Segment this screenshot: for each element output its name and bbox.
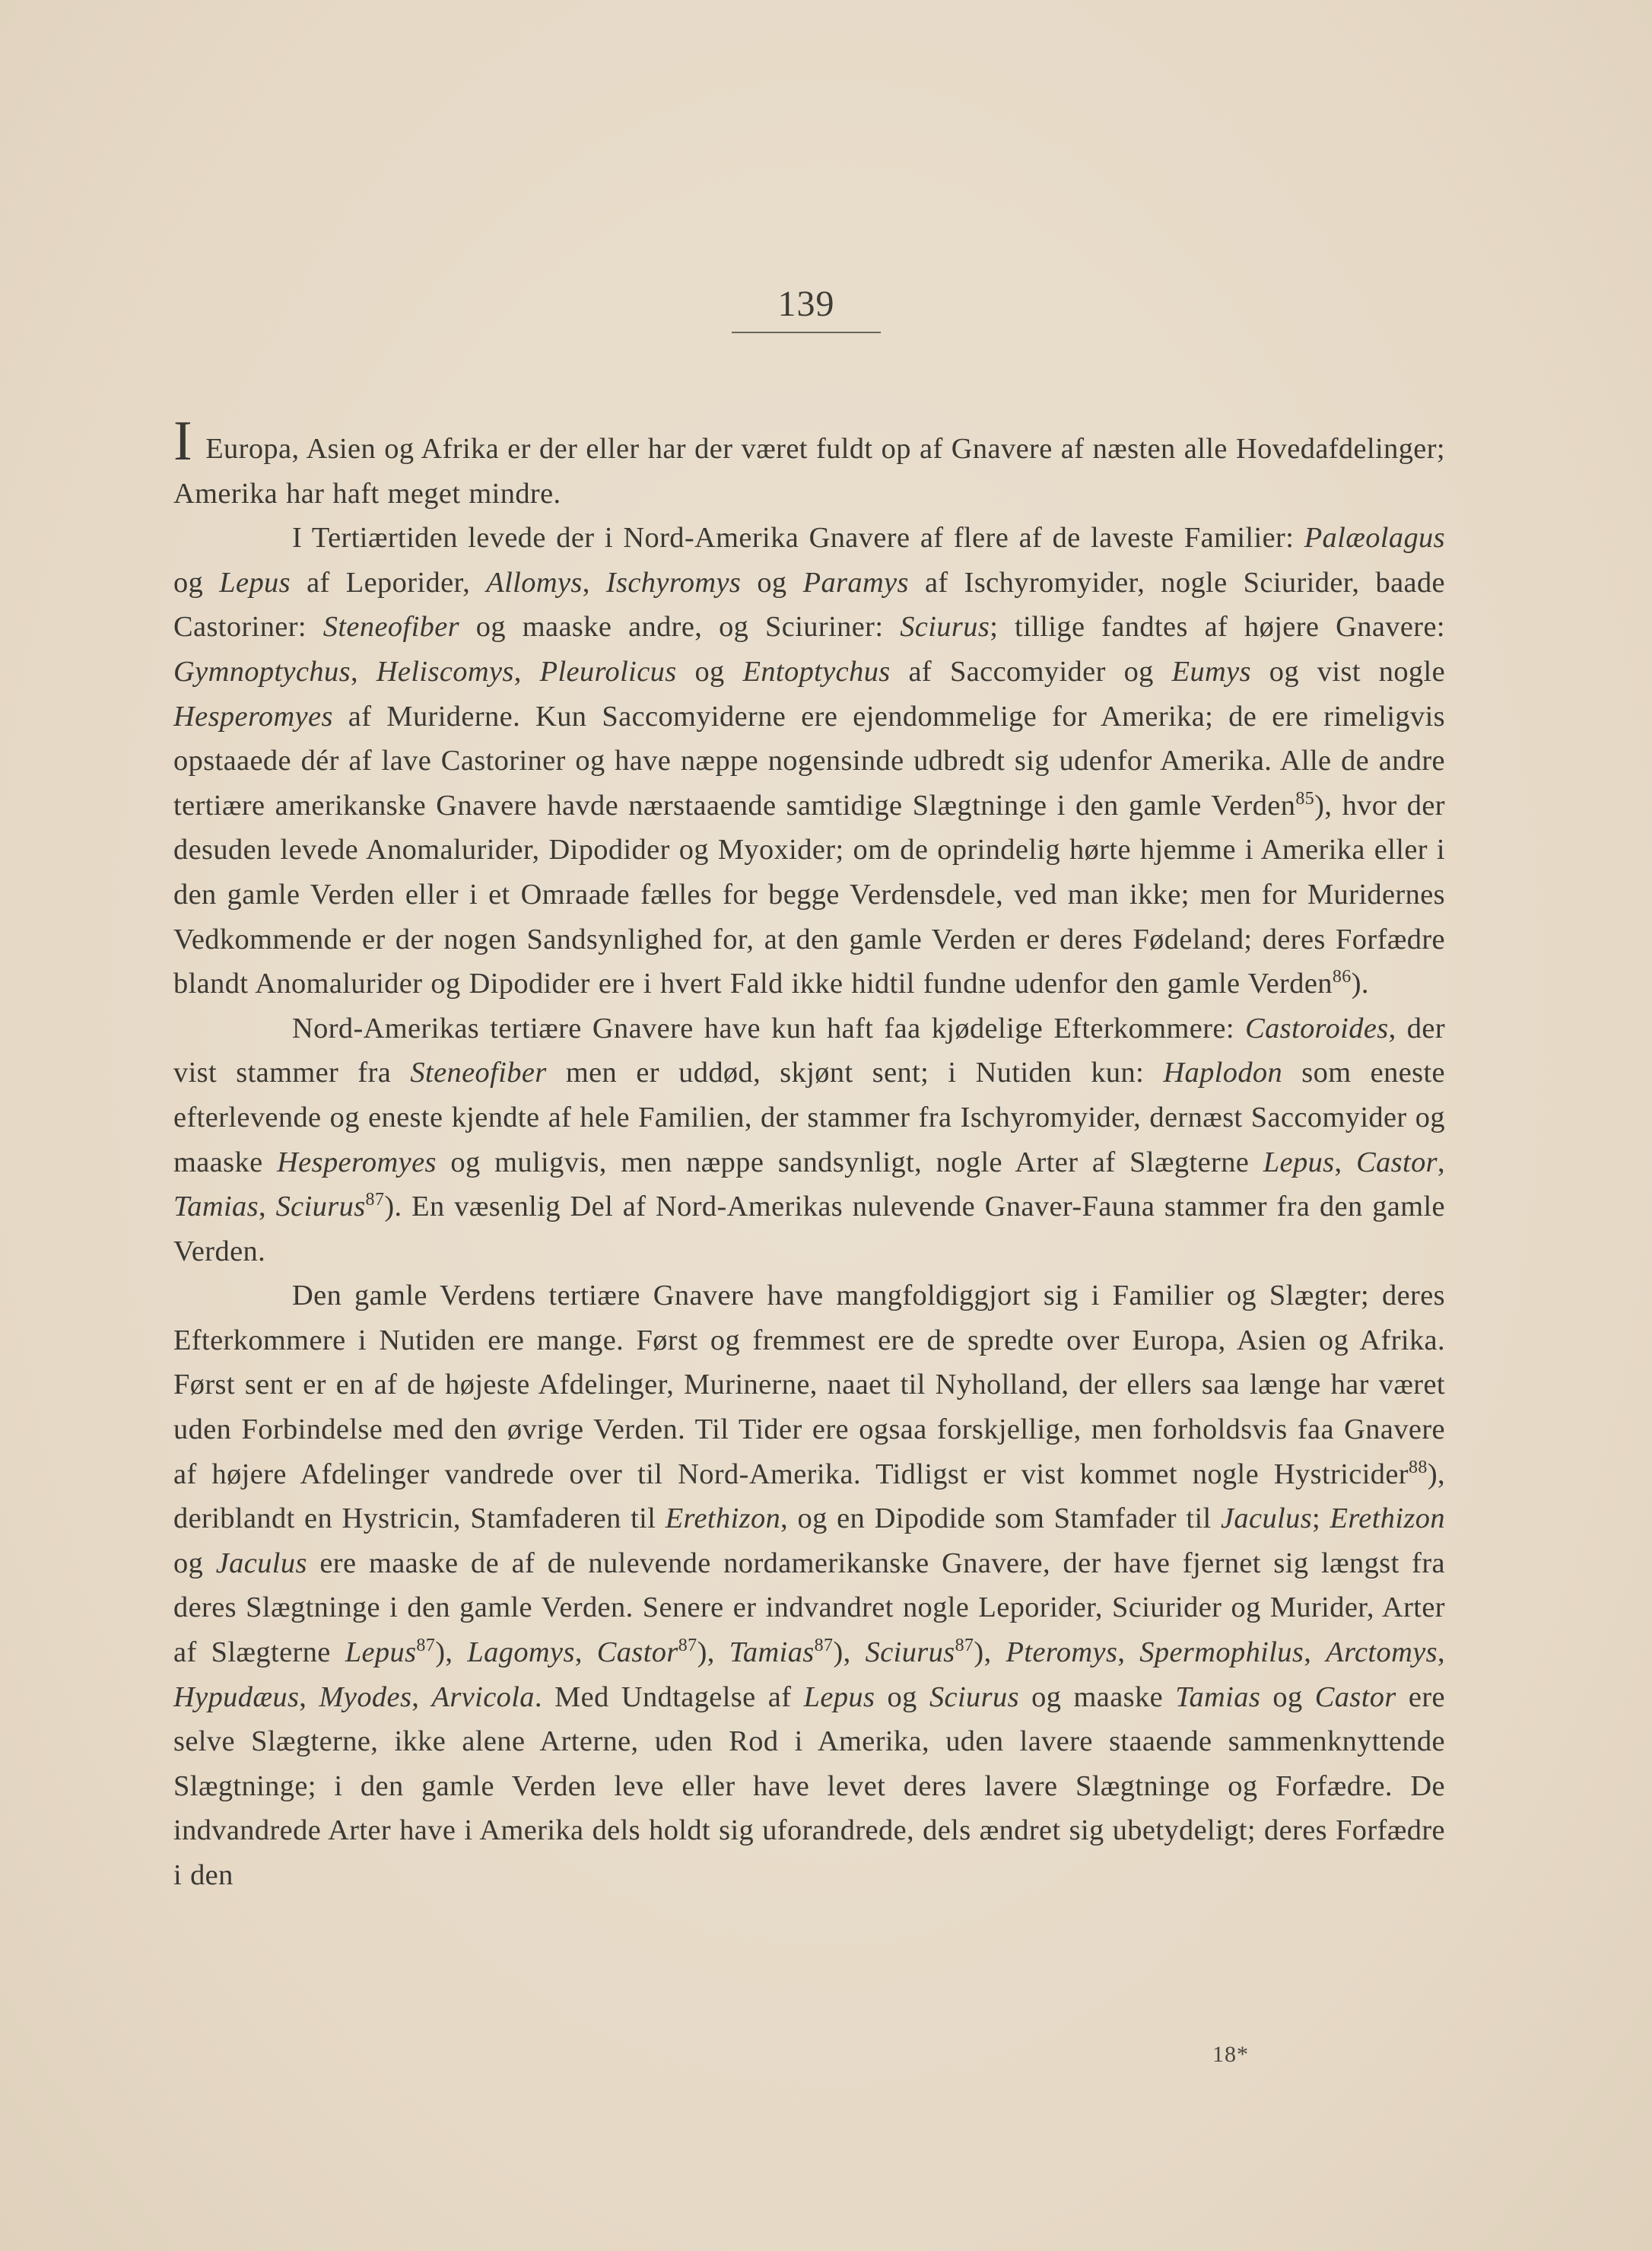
taxon-name: Pteromys	[1005, 1636, 1118, 1669]
footnote-ref: 85	[1295, 788, 1315, 809]
footnote-ref: 87	[416, 1636, 436, 1656]
taxon-name: Spermophilus	[1139, 1636, 1304, 1669]
initial-letter: I	[173, 410, 193, 472]
page-number-rule	[732, 332, 881, 333]
text-run: ),	[974, 1636, 1006, 1669]
taxon-name: Haplodon	[1163, 1057, 1283, 1089]
text-run: ).	[1351, 968, 1369, 1000]
text-run: ),	[697, 1636, 729, 1669]
taxon-name: Myodes	[319, 1680, 412, 1713]
text-run: ,	[1334, 1146, 1357, 1178]
text-run: ), hvor der desuden levede Anomalurider, Dipodider og Myoxider; om de oprindelig hørte hjemme i Amerika eller i den gamle Verden eller i et Omraade fælles for begge Verdensdele, ved man ikke; men for Muridernes Vedkommende er der nogen Sandsynlighed for, at den gamle Verden er deres Fødeland; deres Forfædre blandt Anomalurider og Dipodider ere i hvert Fald ikke hidtil fundne udenfor den gamle Verden	[173, 789, 1445, 1000]
footnote-ref: 87	[955, 1636, 974, 1656]
text-run: ,	[350, 655, 376, 688]
footnote-ref: 87	[678, 1636, 697, 1656]
text-run: ). En væsenlig Del af Nord-Amerikas nulevende Gnaver-Fauna stammer fra den gamle Verden.	[173, 1191, 1445, 1267]
signature-mark: 18*	[1212, 2042, 1249, 2067]
text-run: ; tillige fandtes af højere Gnavere:	[990, 611, 1445, 644]
taxon-name: Arctomys	[1326, 1636, 1438, 1669]
text-run: I Tertiærtiden levede der i Nord-Amerika Gnavere af flere af de laveste Familier:	[292, 522, 1304, 555]
taxon-name: Steneofiber	[322, 611, 460, 644]
text-run: af Saccomyider og	[890, 655, 1172, 688]
taxon-name: Lepus	[345, 1636, 417, 1669]
text-run: af Ischyromyider, nogle Sciurider, baade Castoriner:	[173, 566, 1446, 644]
paragraph-1	[173, 410, 1445, 516]
taxon-name: Tamias	[173, 1191, 259, 1223]
taxon-name: Lepus	[219, 566, 291, 599]
text-run: og vist nogle	[1250, 655, 1446, 688]
text-run: ),	[435, 1636, 468, 1669]
taxon-name: Castoroides	[1245, 1012, 1389, 1044]
text-run: og	[173, 1547, 216, 1579]
text-run: ,	[582, 566, 606, 599]
text-run: , der vist stammer fra	[173, 1012, 1445, 1089]
text-run: af Leporider,	[291, 566, 487, 599]
taxon-name: Pleurolicus	[539, 655, 677, 688]
body-text	[173, 410, 1446, 1898]
text-run: ;	[1312, 1502, 1330, 1535]
footnote-ref: 88	[1409, 1457, 1428, 1477]
taxon-name: Arvicola	[431, 1680, 535, 1713]
taxon-name: Sciurus	[929, 1680, 1019, 1713]
taxon-name: Allomys	[486, 566, 583, 599]
taxon-name: Hypudæus	[173, 1680, 300, 1713]
text-run: og	[1260, 1680, 1315, 1713]
page-number: 139	[777, 284, 835, 324]
text-run: ,	[1438, 1146, 1446, 1178]
text-run: og maaske	[1018, 1680, 1176, 1713]
text-run: . Med Undtagelse af	[534, 1680, 804, 1713]
taxon-name: Lepus	[803, 1680, 875, 1713]
taxon-name: Lepus	[1263, 1146, 1335, 1178]
taxon-name: Heliscomys	[376, 655, 514, 688]
text-run: og maaske andre, og Sciuriner:	[459, 611, 901, 644]
taxon-name: Castor	[1356, 1146, 1438, 1178]
taxon-name: Erethizon	[665, 1502, 781, 1535]
taxon-name: Hesperomyes	[277, 1146, 437, 1178]
text-run: ,	[299, 1680, 319, 1713]
taxon-name: Ischyromys	[605, 566, 742, 599]
text-run: , og en Dipodide som Stamfader til	[780, 1502, 1221, 1535]
text-run: ),	[833, 1636, 866, 1669]
taxon-name: Tamias	[1175, 1680, 1261, 1713]
taxon-name: Lagomys	[467, 1636, 575, 1669]
text-run: og muligvis, men næppe sandsynligt, nogle Arter af Slægterne	[436, 1146, 1263, 1178]
text-run: af Muriderne. Kun Saccomyiderne ere ejendommelige for Amerika; de ere rimeligvis opstaaede dér af lave Castoriner og have næppe nogensinde udbredt sig udenfor Amerika. Alle de andre tertiære amerikanske Gnavere havde nærstaaende samtidige Slægtninge i den gamle Verden	[173, 700, 1445, 822]
text-run: og	[741, 566, 803, 599]
footnote-ref: 87	[365, 1190, 385, 1210]
text-run: Europa, Asien og Afrika er der eller har der været fuldt op af Gnavere af næsten alle Hovedafdelinger; Amerika har haft meget mindre.	[173, 433, 1445, 510]
text-run: Den gamle Verdens tertiære Gnavere have mangfoldiggjort sig i Familier og Slægter; deres Efterkommere i Nutiden ere mange. Først og fremmest ere de spredte over Europa, Asien og Afrika. Først sent er en af de højeste Afdelinger, Murinerne, naaet til Nyholland, der ellers saa længe har været uden Forbindelse med den øvrige Verden. Til Tider ere ogsaa forskjellige, men forholdsvis faa Gnavere af højere Afdelinger vandrede over til Nord-Amerika. Tidligst er vist kommet nogle Hystricider	[173, 1280, 1445, 1490]
taxon-name: Hesperomyes	[173, 700, 333, 733]
taxon-name: Sciurus	[275, 1191, 366, 1223]
taxon-name: Gymnoptychus	[173, 655, 351, 688]
text-run: ,	[1117, 1636, 1140, 1669]
taxon-name: Sciurus	[865, 1636, 955, 1669]
text-run: ,	[258, 1191, 276, 1223]
footnote-ref: 87	[814, 1636, 834, 1656]
taxon-name: Eumys	[1171, 655, 1251, 688]
text-run: ,	[574, 1636, 597, 1669]
text-run: ,	[411, 1680, 432, 1713]
taxon-name: Erethizon	[1330, 1502, 1445, 1535]
taxon-name: Sciurus	[900, 611, 990, 644]
taxon-name: Steneofiber	[410, 1057, 547, 1089]
text-run: ,	[1304, 1636, 1326, 1669]
taxon-name: Palæolagus	[1304, 522, 1445, 555]
paragraph-4	[173, 1273, 1445, 1897]
text-run: ere maaske de af de nulevende nordamerikanske Gnavere, der have fjernet sig længst fra deres Slægtninge i den gamle Verden. Senere er indvandret nogle Leporider, Sciurider og Murider, Arter af Slægterne	[173, 1547, 1445, 1669]
text-run: ere selve Slægterne, ikke alene Arterne, uden Rod i Amerika, uden lavere staaende sammenknyttende Slægtninge; i den gamle Verden leve eller have levet deres lavere Slægtninge og Forfædre. De indvandrede Arter have i Amerika dels holdt sig uforandrede, dels ændret sig ubetydeligt; deres Forfædre i den	[173, 1680, 1445, 1891]
text-run: men er uddød, skjønt sent; i Nutiden kun:	[546, 1057, 1164, 1089]
taxon-name: Paramys	[802, 566, 909, 599]
text-run: og	[173, 566, 220, 599]
taxon-name: Castor	[1314, 1680, 1396, 1713]
paragraph-3	[173, 1006, 1445, 1274]
text-run: ), deriblandt en Hystricin, Stamfaderen til	[173, 1458, 1445, 1535]
text-run: og	[875, 1680, 929, 1713]
taxon-name: Jaculus	[215, 1547, 307, 1579]
taxon-name: Castor	[596, 1636, 678, 1669]
taxon-name: Jaculus	[1220, 1502, 1313, 1535]
footnote-ref: 86	[1332, 967, 1352, 987]
text-run: og	[676, 655, 743, 688]
taxon-name: Entoptychus	[742, 655, 891, 688]
text-run: Nord-Amerikas tertiære Gnavere have kun haft faa kjødelige Efterkommere:	[292, 1012, 1246, 1044]
text-run: ,	[1438, 1636, 1445, 1669]
paragraph-2	[173, 516, 1445, 1006]
taxon-name: Tamias	[729, 1636, 815, 1669]
text-run: som eneste efterlevende og eneste kjendte af hele Familien, der stammer fra Ischyromyider, dernæst Saccomyider og maaske	[173, 1057, 1446, 1178]
text-run: ,	[513, 655, 540, 688]
